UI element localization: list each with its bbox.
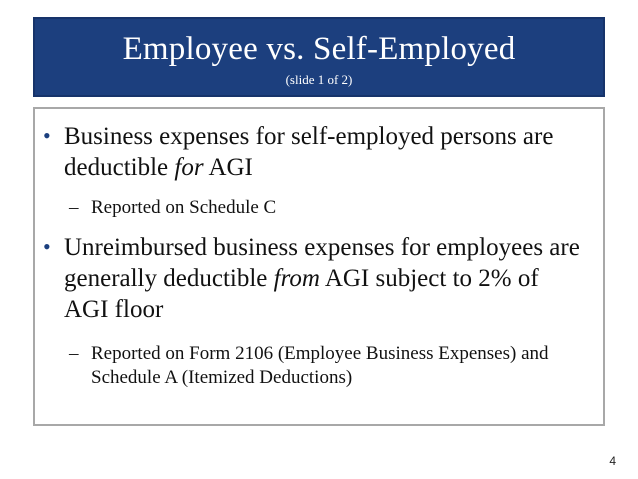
title-banner (33, 17, 605, 97)
emphasis-text: from (273, 265, 320, 292)
slide-subtitle: (slide 1 of 2) (285, 72, 353, 87)
slide-title: Employee vs. Self-Employed (122, 31, 516, 67)
dash-icon: – (69, 197, 79, 218)
content-box (33, 107, 605, 426)
dash-icon: – (69, 343, 79, 364)
bullet-text: Unreimbursed business expenses for employees are generally deductible from AGI subject to 2% of AGI floor (64, 234, 580, 323)
page-number: 4 (609, 454, 616, 468)
sub-bullet-text: Reported on Form 2106 (Employee Business Expenses) and Schedule A (Itemized Deductions) (91, 343, 549, 388)
bullet-icon: • (43, 123, 51, 148)
sub-bullet-text: Reported on Schedule C (91, 197, 277, 218)
emphasis-text: for (174, 154, 204, 181)
bullet-text: Business expenses for self-employed persons are deductible for AGI (64, 123, 554, 181)
bullet-icon: • (43, 234, 51, 259)
